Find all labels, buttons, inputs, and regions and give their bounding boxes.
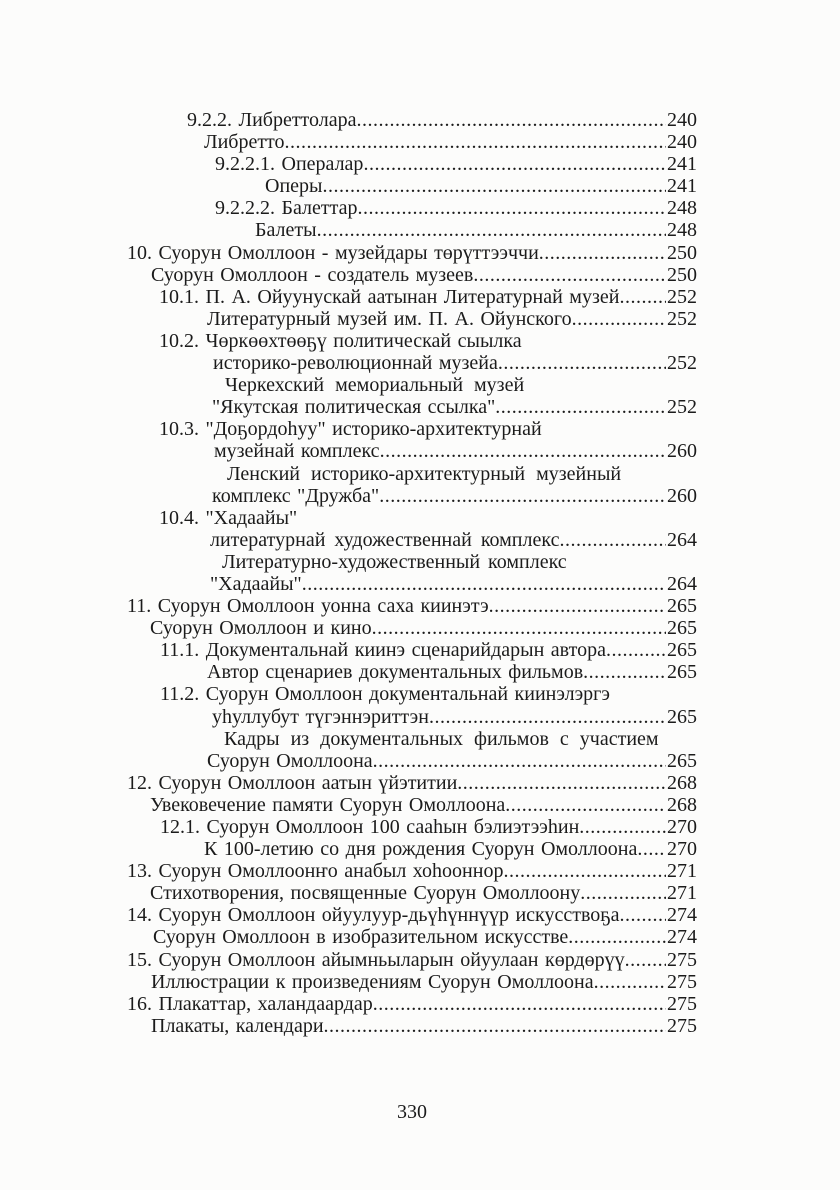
dot-leader — [579, 816, 666, 838]
toc-entry-page-number: 265 — [667, 705, 697, 728]
toc-entry — [127, 551, 697, 573]
toc-entry-text: Суорун Омоллоон и кино — [150, 617, 372, 640]
toc-entry — [127, 308, 697, 330]
toc-entry-page-number: 275 — [667, 992, 697, 1015]
toc-entry-text: 12. Суорун Омоллоон аатын үйэтитии — [127, 771, 458, 794]
toc-entry — [127, 507, 697, 529]
toc-entry — [127, 816, 697, 838]
toc-entry — [127, 286, 697, 308]
dot-leader — [505, 794, 666, 816]
toc-entry — [127, 639, 697, 661]
toc-entry-text: 10.4. "Хадаайы" — [159, 506, 298, 529]
toc-entry-text: 13. Суорун Омоллоонҥо анабыл хоһооннор — [127, 860, 504, 883]
dot-leader — [363, 153, 666, 175]
toc-entry — [127, 418, 697, 440]
dot-leader — [539, 242, 666, 264]
dot-leader — [380, 440, 666, 462]
toc-entry-text: Суорун Омоллоон в изобразительном искусстве — [153, 926, 569, 949]
toc-entry-page-number: 252 — [667, 307, 697, 330]
toc-entry — [127, 529, 697, 551]
toc-entry-page-number: 248 — [667, 197, 697, 220]
dot-leader — [637, 838, 666, 860]
toc-entry-text: 11.1. Документальнай киинэ сценарийдарын автора — [160, 639, 606, 662]
toc-entry-text: К 100-летию со дня рождения Суорун Омоллоона — [204, 838, 638, 861]
toc-entry-text: Плакаты, календари — [151, 1014, 324, 1037]
toc-entry — [127, 573, 697, 595]
dot-leader — [594, 971, 666, 993]
dot-leader — [372, 617, 666, 639]
toc-entry-page-number: 275 — [667, 1014, 697, 1037]
dot-leader — [473, 264, 666, 286]
toc-entry-text: Суорун Омоллоона — [207, 749, 373, 772]
dot-leader — [489, 595, 666, 617]
toc-entry — [127, 882, 697, 904]
toc-entry-text: Ленский историко-архитектурный музейный — [227, 462, 622, 485]
toc-entry-page-number: 250 — [667, 263, 697, 286]
toc-entry-text: уһуллубут түгэннэриттэн — [212, 705, 429, 728]
toc-entry-text: Оперы — [265, 175, 323, 198]
toc-entry-text: музейнай комплекс — [214, 440, 380, 463]
toc-entry-text: 10. Суорун Омоллоон - музейдары төрүттээччи — [127, 241, 539, 264]
dot-leader — [373, 993, 666, 1015]
toc-entry-text: Либретто — [204, 131, 285, 154]
toc-entry-text: 12.1. Суорун Омоллоон 100 сааһын бэлиэтээһин — [160, 816, 580, 838]
toc-entry — [127, 440, 697, 462]
toc-entry — [127, 264, 697, 286]
toc-entry-page-number: 271 — [667, 860, 697, 883]
dot-leader — [285, 131, 666, 153]
toc-entry-page-number: 265 — [667, 749, 697, 772]
dot-leader — [625, 949, 666, 971]
toc-entry — [127, 683, 697, 705]
dot-leader — [495, 396, 666, 418]
toc-entry-text: 10.2. Чөркөөхтөөҕү политическай сыылка — [159, 329, 522, 352]
toc-entry-page-number: 252 — [667, 285, 697, 308]
toc-entry-text: Балеты — [255, 219, 317, 242]
toc-entry-text: комплекс "Дружба" — [212, 484, 380, 507]
toc-entry-page-number: 264 — [667, 572, 697, 595]
toc-entry — [127, 595, 697, 617]
dot-leader — [572, 308, 666, 330]
toc-entry-page-number: 265 — [667, 617, 697, 640]
toc-entry-text: Черкехский мемориальный музей — [225, 374, 525, 397]
toc-entry — [127, 661, 697, 683]
toc-entry-text: "Хадаайы" — [210, 572, 302, 595]
table-of-contents — [127, 109, 697, 1037]
toc-entry-text: Кадры из документальных фильмов с участием — [224, 727, 659, 750]
dot-leader — [379, 485, 666, 507]
toc-entry — [127, 197, 697, 219]
toc-entry — [127, 706, 697, 728]
toc-entry-page-number: 241 — [667, 153, 697, 176]
toc-entry — [127, 396, 697, 418]
toc-entry-text: Литературно-художественный комплекс — [222, 550, 567, 573]
toc-entry — [127, 617, 697, 639]
dot-leader — [357, 109, 666, 131]
toc-entry — [127, 153, 697, 175]
toc-entry-page-number: 274 — [667, 926, 697, 949]
toc-entry-text: литературнай художественнай комплекс — [210, 528, 560, 551]
toc-entry-text: 15. Суорун Омоллоон айымньыларын ойуулаан көрдөрүү — [127, 948, 625, 971]
toc-entry-page-number: 275 — [667, 970, 697, 993]
toc-entry-page-number: 241 — [667, 175, 697, 198]
toc-entry — [127, 175, 697, 197]
toc-entry — [127, 1015, 697, 1037]
dot-leader — [322, 175, 666, 197]
toc-entry-text: Стихотворения, посвященные Суорун Омоллоону — [150, 882, 581, 905]
toc-entry-text: Автор сценариев документальных фильмов — [207, 661, 584, 684]
toc-entry-page-number: 274 — [667, 904, 697, 927]
toc-entry-text: Увековечение памяти Суорун Омоллоона — [150, 793, 506, 816]
dot-leader — [317, 219, 666, 241]
toc-entry-page-number: 270 — [667, 838, 697, 861]
toc-entry-text: 11.2. Суорун Омоллоон документальнай киинэлэргэ — [160, 683, 610, 706]
toc-entry — [127, 485, 697, 507]
toc-entry — [127, 860, 697, 882]
toc-entry-page-number: 265 — [667, 639, 697, 662]
toc-entry — [127, 352, 697, 374]
toc-entry-page-number: 268 — [667, 793, 697, 816]
dot-leader — [619, 904, 666, 926]
toc-entry-page-number: 260 — [667, 484, 697, 507]
toc-entry-text: Литературный музей им. П. А. Ойунского — [207, 307, 572, 330]
toc-entry — [127, 794, 697, 816]
toc-entry — [127, 131, 697, 153]
dot-leader — [580, 882, 666, 904]
toc-entry-text: "Якутская политическая ссылка" — [212, 396, 496, 419]
dot-leader — [498, 352, 666, 374]
toc-entry-text: 10.3. "Доҕордоһуу" историко-архитектурнай — [159, 418, 542, 441]
toc-entry-page-number: 265 — [667, 595, 697, 618]
toc-entry-page-number: 248 — [667, 219, 697, 242]
toc-entry-page-number: 271 — [667, 882, 697, 905]
toc-entry — [127, 772, 697, 794]
toc-entry — [127, 750, 697, 772]
toc-entry — [127, 242, 697, 264]
dot-leader — [302, 573, 666, 595]
toc-entry-page-number: 260 — [667, 440, 697, 463]
dot-leader — [457, 772, 666, 794]
toc-entry-page-number: 250 — [667, 241, 697, 264]
toc-entry — [127, 330, 697, 352]
page-footer — [127, 1100, 697, 1124]
toc-entry — [127, 463, 697, 485]
dot-leader — [324, 1015, 666, 1037]
dot-leader — [503, 860, 666, 882]
dot-leader — [559, 529, 666, 551]
toc-entry — [127, 993, 697, 1015]
toc-entry-text: 9.2.2. Либреттолара — [187, 109, 357, 131]
toc-entry-page-number: 252 — [667, 352, 697, 375]
toc-entry-text: 11. Суорун Омоллоон уонна саха киинэтэ — [127, 595, 489, 618]
toc-entry-text: Суорун Омоллоон - создатель музеев — [151, 263, 474, 286]
dot-leader — [583, 661, 666, 683]
toc-entry — [127, 949, 697, 971]
toc-entry — [127, 838, 697, 860]
toc-entry-text: 9.2.2.2. Балеттар — [215, 197, 358, 220]
toc-entry — [127, 926, 697, 948]
dot-leader — [606, 639, 666, 661]
toc-entry — [127, 728, 697, 750]
toc-entry-page-number: 275 — [667, 948, 697, 971]
dot-leader — [358, 197, 667, 219]
toc-entry-text: 14. Суорун Омоллоон ойуулуур-дьүһүннүүр искусствоҕа — [127, 904, 620, 927]
toc-entry-page-number: 264 — [667, 528, 697, 551]
toc-entry-text: 9.2.2.1. Опералар — [215, 153, 364, 176]
toc-entry — [127, 904, 697, 926]
toc-entry-text: 10.1. П. А. Ойуунускай аатынан Литературнай музей — [159, 285, 620, 308]
toc-entry — [127, 374, 697, 396]
dot-leader — [568, 926, 666, 948]
toc-entry-text: 16. Плакаттар, халандаардар — [127, 992, 373, 1015]
toc-entry-text: Иллюстрации к произведениям Суорун Омоллоона — [151, 970, 594, 993]
toc-entry-page-number: 252 — [667, 396, 697, 419]
toc-entry — [127, 971, 697, 993]
folio-page-number: 330 — [397, 1101, 427, 1123]
toc-entry-page-number: 240 — [667, 109, 697, 131]
toc-entry — [127, 219, 697, 241]
dot-leader — [619, 286, 666, 308]
toc-entry-page-number: 265 — [667, 661, 697, 684]
toc-entry-page-number: 270 — [667, 816, 697, 838]
toc-entry-page-number: 268 — [667, 771, 697, 794]
dot-leader — [373, 750, 666, 772]
toc-entry — [127, 109, 697, 131]
toc-entry-text: историко-революционнай музейа — [213, 352, 498, 375]
toc-entry-page-number: 240 — [667, 131, 697, 154]
dot-leader — [429, 706, 666, 728]
